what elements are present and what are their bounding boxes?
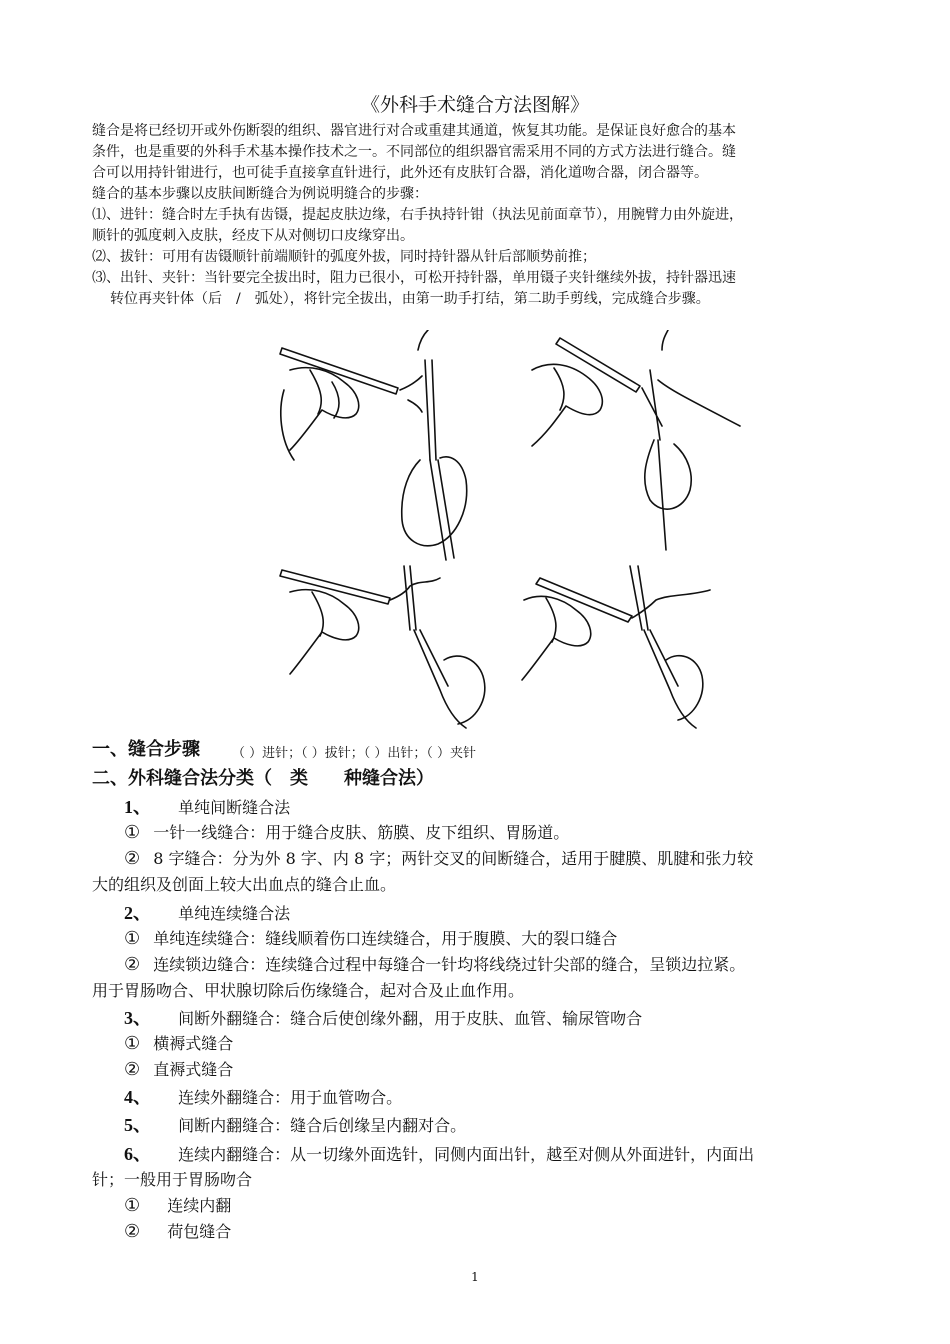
subitem: [124, 1219, 231, 1245]
illustration-panel-needle-pulling: [532, 330, 740, 550]
item-2: [124, 900, 290, 927]
subitem-text: 连续锁边缝合：连续缝合过程中每缝合一针均将线绕过针尖部的缝合，呈锁边拉紧。: [153, 955, 746, 974]
intro-line: 缝合是将已经切开或外伤断裂的组织、器官进行对合或重建其通道，恢复其功能。是保证良好愈合的基本: [92, 123, 736, 139]
subitem-marker: ②: [124, 954, 141, 975]
item-1: [124, 794, 290, 821]
section-heading-classification: 二、外科缝合法分类（ 类 种缝合法）: [92, 768, 434, 789]
subitem-text: 一针一线缝合：用于缝合皮肤、筋膜、皮下组织、胃肠道。: [153, 823, 570, 842]
subitem: [124, 952, 864, 978]
item-number: 5、: [124, 1115, 151, 1135]
subitem: [124, 820, 569, 846]
subitem: [124, 1057, 233, 1083]
item-number: 4、: [124, 1087, 151, 1107]
step-line: ⑴、进针：缝合时左手执有齿镊，提起皮肤边缘，右手执持针钳（执法见前面章节），用腕臂力由外旋进，: [92, 207, 743, 223]
item-text: 间断内翻缝合：缝合后创缘呈内翻对合。: [178, 1116, 467, 1135]
subitem-marker: ①: [124, 1195, 141, 1216]
item-number: 2、: [124, 903, 151, 923]
subitem-marker: ②: [124, 1221, 141, 1242]
subitem-text: 横褥式缝合: [153, 1034, 234, 1053]
suture-steps-options: （ ）进针；（ ）拔针；（ ）出针；（ ）夹针: [232, 746, 477, 761]
item-text: 单纯间断缝合法: [178, 798, 291, 817]
item-5: [124, 1112, 466, 1139]
subitem-text: 荷包缝合: [167, 1222, 232, 1241]
subitem-text: 直褥式缝合: [153, 1060, 234, 1079]
page-number: 1: [471, 1270, 479, 1284]
item-3: [124, 1005, 642, 1032]
subitem: [124, 846, 864, 872]
item-4: [124, 1084, 402, 1111]
intro-line: 条件，也是重要的外科手术基本操作技术之一。不同部位的组织器官需采用不同的方式方法进行缝合。缝: [92, 144, 736, 160]
item-text: 连续外翻缝合：用于血管吻合。: [178, 1088, 403, 1107]
subitem-marker: ②: [124, 1059, 141, 1080]
subitem-text: 连续内翻: [167, 1196, 232, 1215]
subitem-continuation: 大的组织及创面上较大出血点的缝合止血。: [92, 875, 397, 894]
step-line: 转位再夹针体（后 / 弧处），将针完全拔出，由第一助手打结，第二助手剪线，完成缝合步骤。: [110, 291, 710, 307]
steps-list: [92, 205, 862, 310]
subitem-marker: ①: [124, 1033, 141, 1054]
subitem: [124, 1193, 231, 1219]
intro-paragraph: [92, 121, 862, 205]
step-line: 顺针的弧度刺入皮肤，经皮下从对侧切口皮缘穿出。: [92, 228, 414, 244]
step-line: ⑵、拔针：可用有齿镊顺针前端顺针的弧度外拔，同时持针器从针后部顺势前推；: [92, 249, 596, 265]
subitem-marker: ①: [124, 822, 141, 843]
intro-line: 缝合的基本步骤以皮肤间断缝合为例说明缝合的步骤：: [92, 186, 428, 202]
suturing-illustration: [270, 330, 750, 730]
item-continuation: 针；一般用于胃肠吻合: [92, 1170, 253, 1189]
subitem-continuation: 用于胃肠吻合、甲状腺切除后伤缘缝合，起对合及止血作用。: [92, 981, 525, 1000]
subitem-marker: ②: [124, 848, 141, 869]
item-6: [124, 1141, 864, 1168]
illustration-panel-needle-exit: [280, 566, 485, 728]
item-number: 6、: [124, 1144, 151, 1164]
subitem: [124, 926, 617, 952]
illustration-panel-needle-clamping: [522, 566, 710, 728]
item-text: 连续内翻缝合：从一切缘外面选针，同侧内面出针，越至对侧从外面进针，内面出: [178, 1145, 755, 1164]
illustration-panel-needle-insertion: [280, 330, 467, 560]
section-heading-suture-steps: 一、缝合步骤: [92, 739, 200, 760]
step-line: ⑶、出针、夹针：当针要完全拔出时，阻力已很小，可松开持针器，单用镊子夹针继续外拔，持针器迅速: [92, 270, 736, 286]
subitem-marker: ①: [124, 928, 141, 949]
item-text: 间断外翻缝合：缝合后使创缘外翻，用于皮肤、血管、输尿管吻合: [178, 1009, 643, 1028]
subitem-text: 8 字缝合：分为外 8 字、内 8 字；两针交叉的间断缝合，适用于腱膜、肌腱和张力较: [153, 849, 754, 868]
item-text: 单纯连续缝合法: [178, 904, 291, 923]
page-title: 《外科手术缝合方法图解》: [360, 94, 589, 116]
subitem-text: 单纯连续缝合：缝线顺着伤口连续缝合，用于腹膜、大的裂口缝合: [153, 929, 618, 948]
item-number: 3、: [124, 1008, 151, 1028]
intro-line: 合可以用持针钳进行，也可徒手直接拿直针进行，此外还有皮肤钉合器，消化道吻合器，闭合器等。: [92, 165, 708, 181]
subitem: [124, 1031, 233, 1057]
item-number: 1、: [124, 797, 151, 817]
